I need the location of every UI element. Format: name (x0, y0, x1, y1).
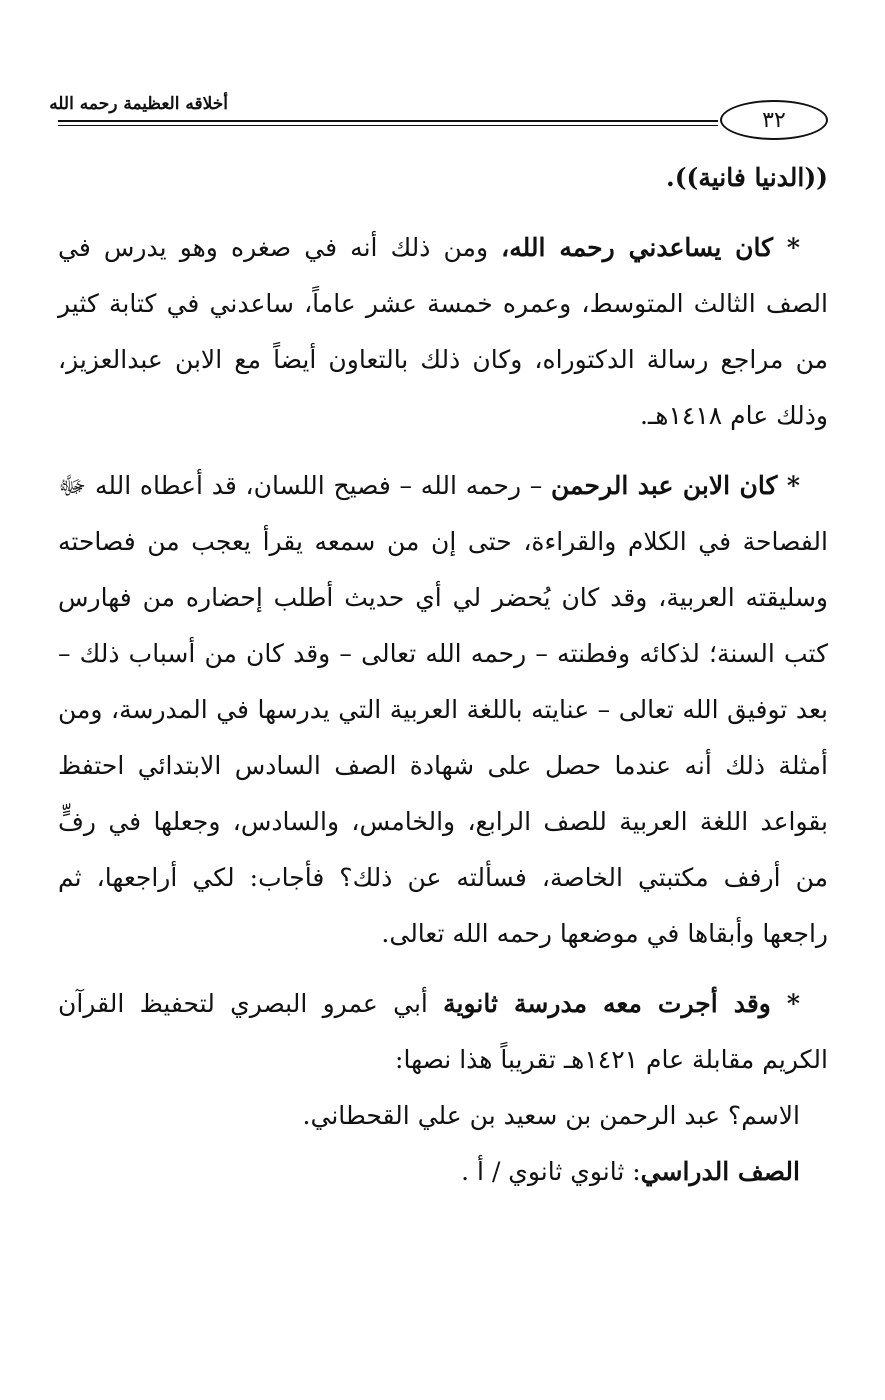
running-title: أخلاقه العظيمة رحمه الله (49, 94, 228, 114)
paragraph-helping (58, 220, 828, 444)
paragraph-eloquence (58, 458, 828, 962)
header-rule (58, 120, 718, 122)
page-header (49, 80, 828, 150)
paragraph-text: أبي عمرو البصري لتحفيظ القرآن الكريم مقابلة عام ١٤٢١هـ تقريباً هذا نصها: (58, 989, 828, 1074)
paragraph-lead: * كان يساعدني رحمه الله، (501, 233, 800, 262)
page-number-oval (720, 100, 828, 140)
quote-line: ((الدنيا فانية)). (666, 163, 828, 192)
interview-class-line (58, 1144, 828, 1200)
interview-name-line: الاسم؟ عبد الرحمن بن سعيد بن علي القحطاني. (302, 1101, 800, 1130)
paragraph-text: – رحمه الله – فصيح اللسان، قد أعطاه الله ﷻ الفصاحة في الكلام والقراءة، حتى إن من سمعه يقرأ يعجب من فصاحته وسليقته العربية، وقد كان يُحضر لي أي حديث أطلب إحضاره من فهارس كتب السنة؛ لذكائه وفطنته – رحمه الله تعالى – وقد كان من أسباب ذلك – بعد توفيق الله تعالى – عنايته باللغة العربية التي يدرسها في المدرسة، ومن أمثلة ذلك أنه عندما حصل على شهادة الصف السادس الابتدائي احتفظ بقواعد اللغة العربية للصف الرابع، والخامس، والسادس، وجعلها في رفٍّ من أرفف مكتبتي الخاصة، فسألته عن ذلك؟ فأجاب: لكي أراجعها، ثم راجعها وأبقاها في موضعها رحمه الله تعالى. (58, 471, 828, 948)
header-rule-thin (58, 125, 718, 126)
interview-class-value: : ثانوي ثانوي / أ . (461, 1157, 641, 1186)
paragraph-interview (58, 976, 828, 1088)
paragraph-lead: * كان الابن عبد الرحمن (551, 471, 800, 500)
paragraph-text: ومن ذلك أنه في صغره وهو يدرس في الصف الثالث المتوسط، وعمره خمسة عشر عاماً، ساعدني في كتابة كثير من مراجع رسالة الدكتوراه، وكان ذلك بالتعاون أيضاً مع الابن عبدالعزيز، وذلك عام ١٤١٨هـ. (58, 233, 828, 430)
interview-class-label: الصف الدراسي (640, 1157, 800, 1186)
page-body (58, 150, 828, 1200)
page-number: ٣٢ (762, 107, 786, 133)
paragraph-lead: * وقد أجرت معه مدرسة ثانوية (443, 989, 800, 1018)
